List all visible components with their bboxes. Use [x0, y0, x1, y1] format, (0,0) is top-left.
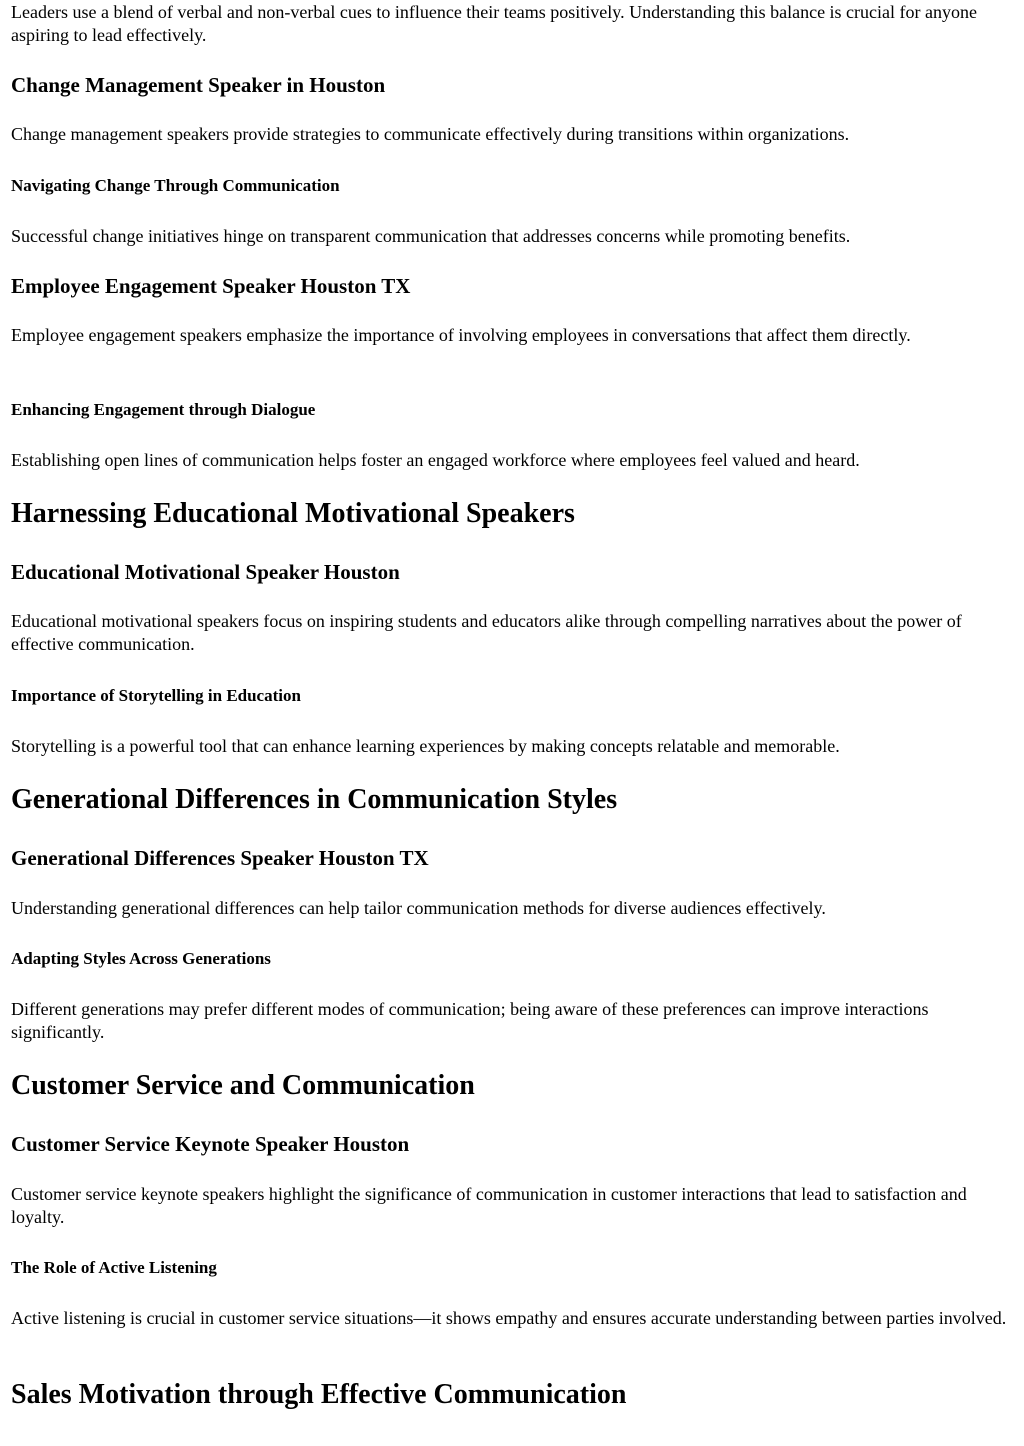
paragraph-storytelling: Storytelling is a powerful tool that can enhance learning experiences by making concepts relatable and memorable. — [11, 736, 840, 756]
section-heading-sales-motivation: Sales Motivation through Effective Communication — [11, 1379, 627, 1410]
heading-enhancing-engagement: Enhancing Engagement through Dialogue — [11, 400, 316, 419]
paragraph-navigating-change: Successful change initiatives hinge on transparent communication that addresses concerns while promoting benefits. — [11, 226, 851, 246]
heading-employee-engagement: Employee Engagement Speaker Houston TX — [11, 274, 411, 298]
heading-generational-speaker: Generational Differences Speaker Houston TX — [11, 846, 429, 870]
paragraph-leaders-intro: Leaders use a blend of verbal and non-verbal cues to influence their teams positively. Understanding this balance is crucial for anyone aspiring to lead effectively. — [11, 2, 977, 45]
heading-navigating-change: Navigating Change Through Communication — [11, 176, 340, 195]
section-heading-customer-service: Customer Service and Communication — [11, 1070, 475, 1101]
paragraph-educational: Educational motivational speakers focus on inspiring students and educators alike through compelling narratives about the power of effective communication. — [11, 611, 962, 654]
paragraph-employee-engagement: Employee engagement speakers emphasize the importance of involving employees in conversations that affect them directly. — [11, 325, 911, 345]
paragraph-adapting-styles: Different generations may prefer different modes of communication; being aware of these preferences can improve interactions significantly. — [11, 999, 929, 1042]
section-heading-generational: Generational Differences in Communication Styles — [11, 784, 618, 815]
paragraph-generational: Understanding generational differences can help tailor communication methods for diverse audiences effectively. — [11, 898, 826, 918]
paragraph-customer-service: Customer service keynote speakers highlight the significance of communication in customer interactions that lead to satisfaction and loyalty. — [11, 1184, 967, 1227]
paragraph-active-listening: Active listening is crucial in customer service situations—it shows empathy and ensures accurate understanding between parties involved. — [11, 1308, 1007, 1328]
section-heading-educational: Harnessing Educational Motivational Speakers — [11, 498, 575, 529]
heading-customer-service-speaker: Customer Service Keynote Speaker Houston — [11, 1132, 410, 1156]
paragraph-change-management: Change management speakers provide strategies to communicate effectively during transitions within organizations. — [11, 124, 850, 144]
heading-educational-speaker: Educational Motivational Speaker Houston — [11, 560, 400, 584]
heading-adapting-styles: Adapting Styles Across Generations — [11, 949, 271, 968]
heading-active-listening: The Role of Active Listening — [11, 1258, 217, 1277]
heading-storytelling: Importance of Storytelling in Education — [11, 686, 301, 705]
heading-change-management: Change Management Speaker in Houston — [11, 73, 386, 97]
paragraph-enhancing-engagement: Establishing open lines of communication helps foster an engaged workforce where employees feel valued and heard. — [11, 450, 860, 470]
